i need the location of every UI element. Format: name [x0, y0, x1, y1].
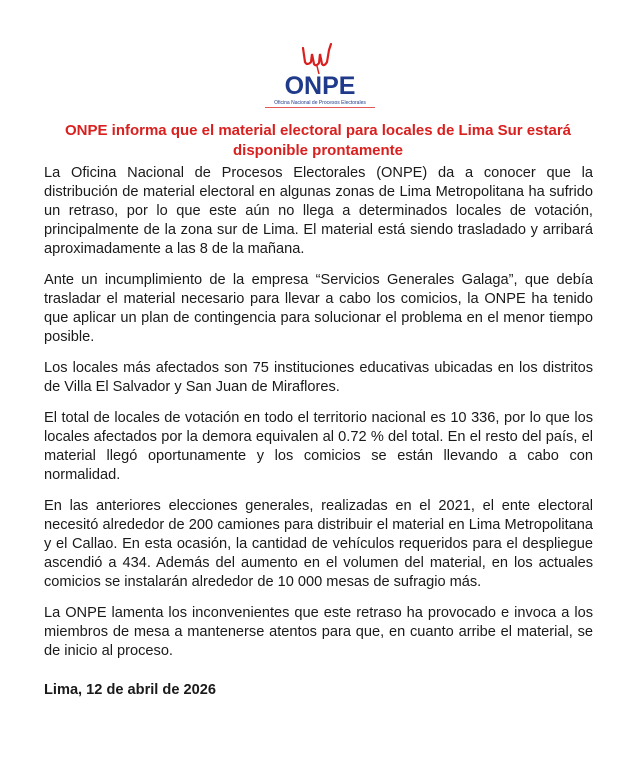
paragraph: El total de locales de votación en todo el territorio nacional es 10 336, por lo que los locales afectados por la demora equivalen al 0.72 % del total. En el resto del país, el material llegó oportunamente y los comicios se están llevando a cabo con normalidad.	[44, 410, 593, 483]
paragraph: Los locales más afectados son 75 instituciones educativas ubicadas en los distritos de Villa El Salvador y San Juan de Miraflores.	[44, 360, 593, 395]
svg-text:Oficina Nacional de Procesos E: Oficina Nacional de Procesos Electorales	[274, 100, 366, 106]
paragraph: Ante un incumplimiento de la empresa “Servicios Generales Galaga”, que debía trasladar el material necesario para llevar a cabo los comicios, la ONPE ha tenido que aplicar un plan de contingencia para solucionar el problema en el menor tiempo posible.	[44, 272, 593, 345]
paragraph: La ONPE lamenta los inconvenientes que este retraso ha provocado e invoca a los miembros de mesa a mantenerse atentos para que, en cuanto arribe el material, se de inicio al proceso.	[44, 605, 593, 659]
press-release-title: ONPE informa que el material electoral para locales de Lima Sur estará disponible prontamente	[64, 122, 572, 159]
date-line: Lima, 12 de abril de 2026	[44, 682, 216, 698]
press-release-body	[44, 164, 593, 661]
press-release-content	[44, 164, 593, 700]
svg-text:ONPE: ONPE	[284, 72, 356, 100]
paragraph: La Oficina Nacional de Procesos Electorales (ONPE) da a conocer que la distribución de material electoral en algunas zonas de Lima Metropolitana ha sufrido un retraso, por lo que este aún no llega a determinados locales de votación, principalmente de la zona sur de Lima. El material está siendo trasladado y arribará aproximadamente a las 8 de la mañana.	[44, 165, 593, 257]
paragraph: En las anteriores elecciones generales, realizadas en el 2021, el ente electoral necesitó alrededor de 200 camiones para distribuir el material en Lima Metropolitana y el Callao. En esta ocasión, la cantidad de vehículos requeridos para el despliegue ascendió a 434. Además del aumento en el volumen del material, en los actuales comicios se instalarán alrededor de 10 000 mesas de sufragio más.	[44, 498, 593, 590]
onpe-logo	[245, 40, 395, 110]
